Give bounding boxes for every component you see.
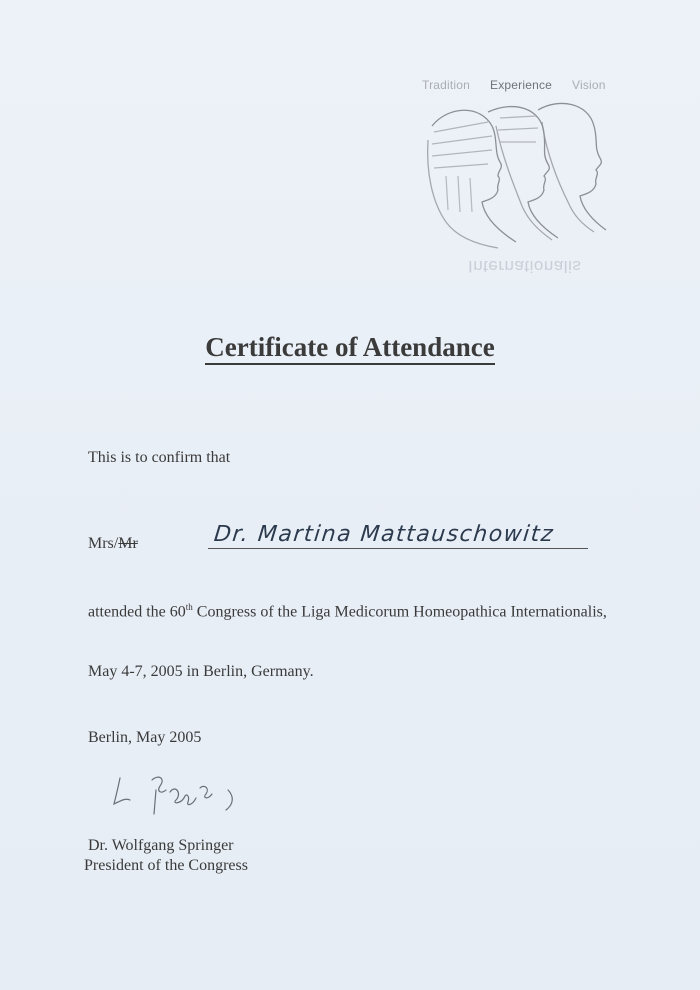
salutation-kept: Mrs/ — [88, 535, 119, 552]
confirm-text: This is to confirm that — [88, 449, 231, 466]
logo-word-tradition: Tradition — [422, 78, 471, 92]
signature — [100, 770, 250, 820]
salutation — [88, 534, 138, 553]
logo-word-experience: Experience — [490, 78, 553, 92]
congress-dates: May 4-7, 2005 in Berlin, Germany. — [88, 663, 314, 680]
attended-text — [88, 598, 628, 621]
place-date: Berlin, May 2005 — [88, 729, 202, 746]
congress-logo — [418, 74, 618, 284]
signer-role: President of the Congress — [84, 857, 248, 874]
recipient-name: Dr. Martina Mattauschowitz — [212, 522, 556, 547]
attended-post: Congress of the Liga Medicorum Homeopathica Internationalis, — [192, 603, 607, 621]
logo-word-vision: Vision — [572, 78, 606, 92]
title-text: Certificate of Attendance — [205, 332, 494, 365]
name-underline — [208, 548, 588, 549]
attended-pre: attended the 60 — [88, 603, 186, 621]
logo-wordmark: Internationalis — [468, 257, 582, 276]
three-heads-icon — [418, 92, 618, 252]
salutation-struck: Mr — [118, 535, 138, 552]
attended-ordinal: th — [185, 602, 193, 612]
signer-name: Dr. Wolfgang Springer — [88, 837, 234, 854]
certificate-title — [0, 332, 700, 363]
